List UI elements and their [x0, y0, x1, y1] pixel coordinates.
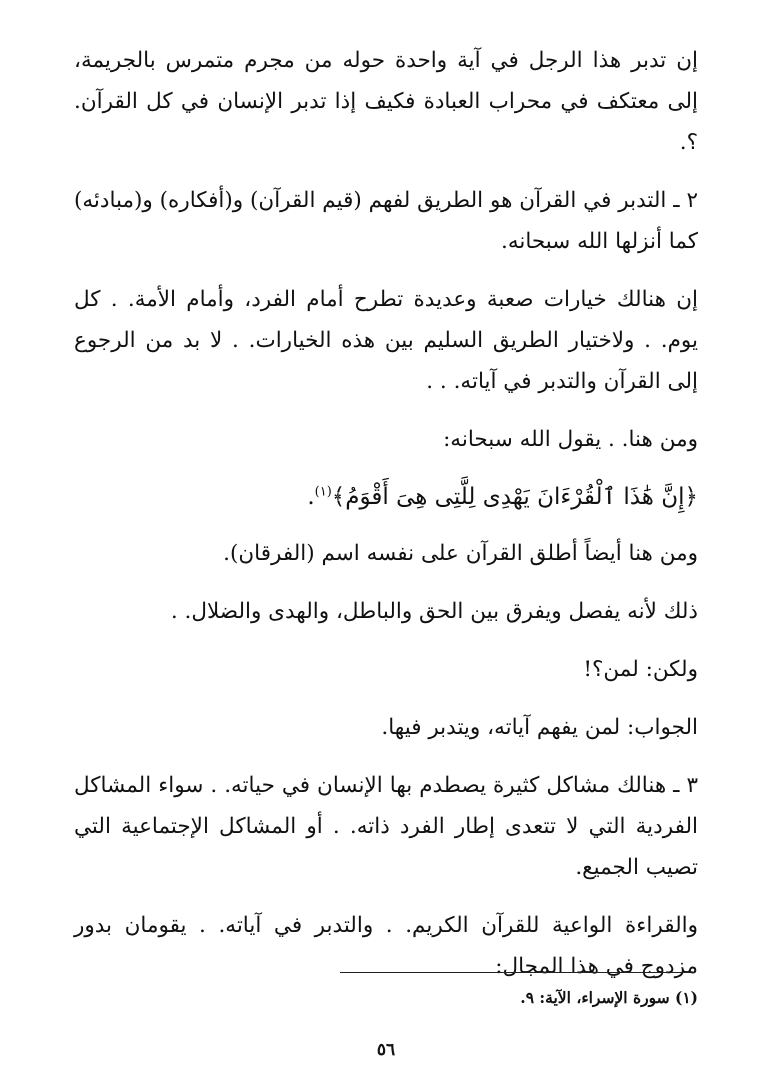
- page-body: [74, 40, 698, 1004]
- paragraph-10: والقراءة الواعية للقرآن الكريم. . والتدبر في آياته. . يقومان بدور مزدوج في هذا المجال:: [74, 913, 698, 979]
- footnote: (١) سورة الإسراء، الآية: ٩.: [520, 988, 698, 1007]
- footnote-marker: (١): [314, 484, 332, 500]
- paragraph-6: ذلك لأنه يفصل ويفرق بين الحق والباطل، والهدى والضلال. .: [170, 599, 698, 624]
- quran-verse-line: [74, 475, 698, 519]
- paragraph-2: ٢ ـ التدبر في القرآن هو الطريق لفهم (قيم القرآن) و(أفكاره) و(مبادئه) كما أنزلها الله سبحانه.: [74, 188, 698, 254]
- paragraph-9: ٣ ـ هنالك مشاكل كثيرة يصطدم بها الإنسان في حياته. . سواء المشاكل الفردية التي لا تتعدى إطار الفرد ذاته. . أو المشاكل الإجتماعية التي تصيب الجميع.: [74, 773, 698, 880]
- paragraph-4: ومن هنا. . يقول الله سبحانه:: [443, 427, 698, 452]
- paragraph-5: ومن هنا أيضاً أطلق القرآن على نفسه اسم (الفرقان).: [223, 541, 698, 566]
- quran-verse: ﴿إِنَّ هَٰذَا ٱلْقُرْءَانَ يَهْدِى لِلَّتِى هِىَ أَقْوَمُ﴾: [331, 484, 698, 510]
- quran-verse-end: .: [307, 484, 315, 510]
- paragraph-3: إن هنالك خيارات صعبة وعديدة تطرح أمام الفرد، وأمام الأمة. . كل يوم. . ولاختيار الطريق السليم بين هذه الخيارات. . لا بد من الرجوع إلى القرآن والتدبر في آياته. . .: [74, 287, 698, 394]
- paragraph-8: الجواب: لمن يفهم آياته، ويتدبر فيها.: [381, 715, 698, 740]
- paragraph-7: ولكن: لمن؟!: [583, 657, 698, 682]
- footnote-divider: [340, 972, 695, 973]
- paragraph-1: إن تدبر هذا الرجل في آية واحدة حوله من مجرم متمرس بالجريمة، إلى معتكف في محراب العبادة فكيف إذا تدبر الإنسان في كل القرآن. ؟.: [74, 48, 698, 155]
- page-number: ٥٦: [376, 1040, 396, 1060]
